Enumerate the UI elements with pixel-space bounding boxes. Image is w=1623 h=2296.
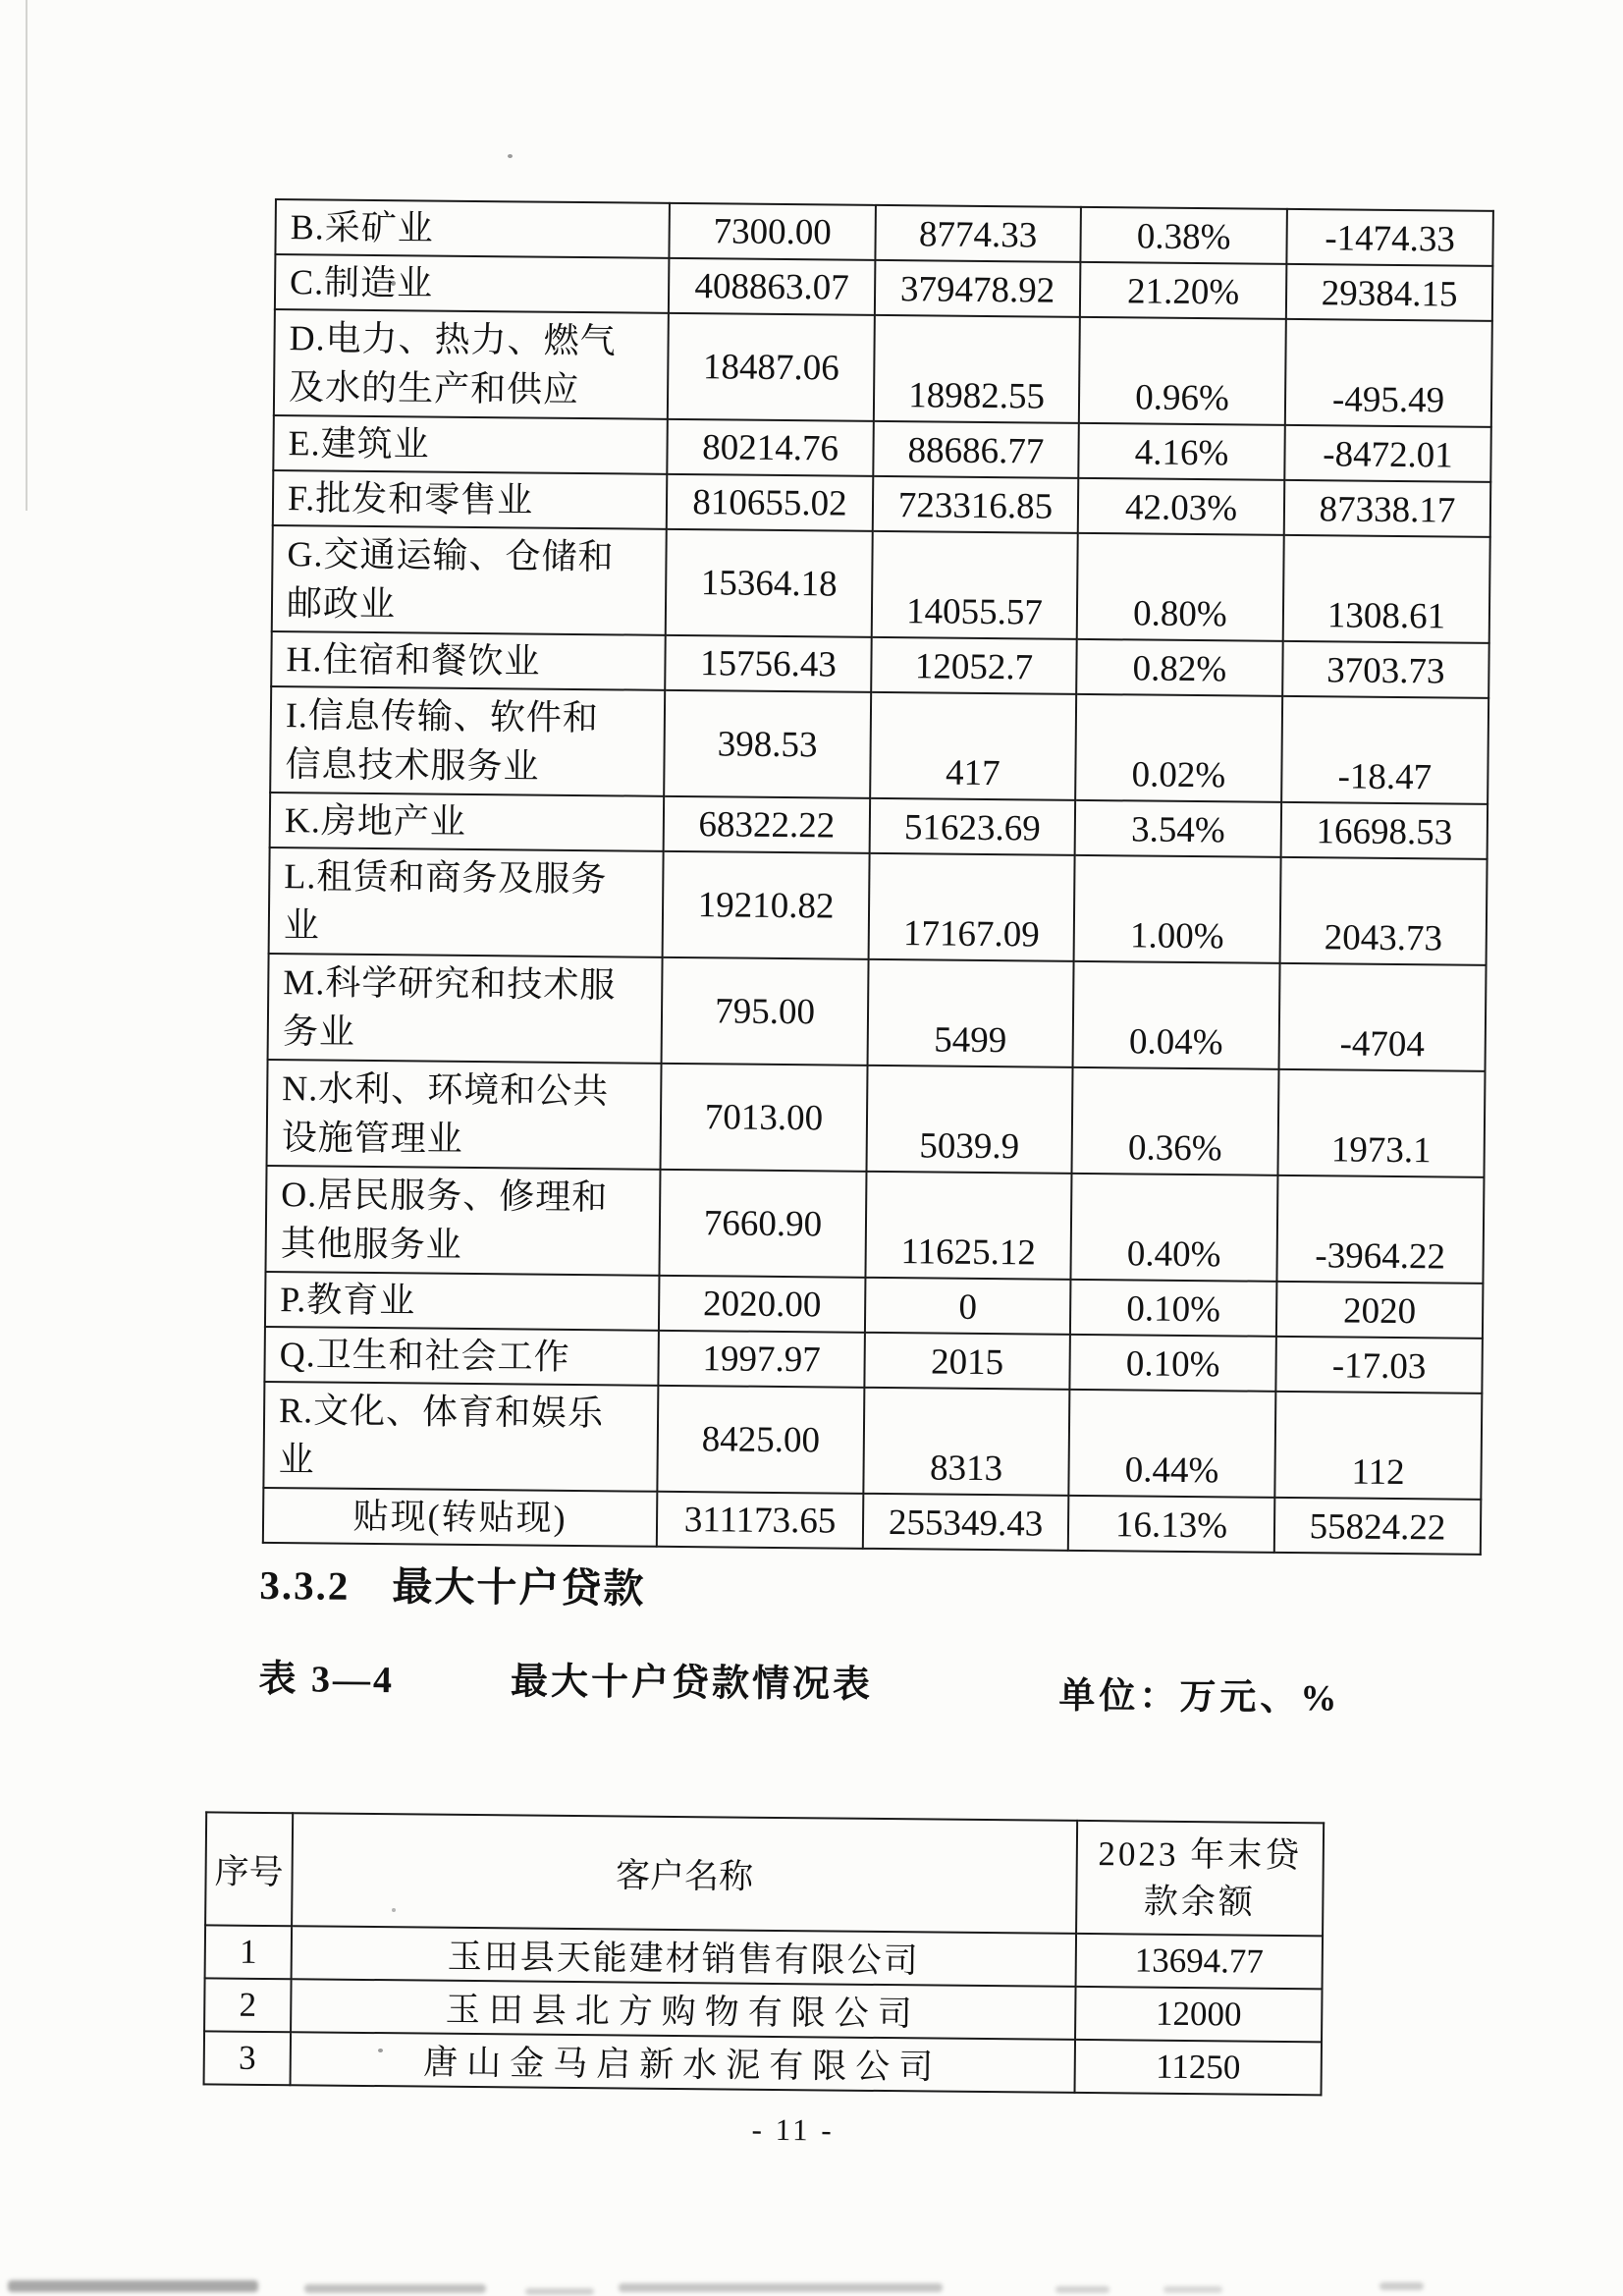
industry-value-cell: 3.54% <box>1075 800 1282 857</box>
industry-value-cell: 112 <box>1274 1392 1482 1500</box>
industry-value-cell: 12052.7 <box>871 637 1077 694</box>
industry-name-cell: Q.卫生和社会工作 <box>264 1327 659 1386</box>
industry-value-cell: 0.40% <box>1070 1174 1277 1282</box>
seq-cell: 1 <box>205 1925 293 1979</box>
table-row <box>263 1488 1481 1555</box>
industry-value-cell: -8472.01 <box>1284 425 1491 482</box>
balance-cell: 11250 <box>1075 2040 1323 2095</box>
industry-name-cell: P.教育业 <box>265 1272 660 1331</box>
table-caption-title: 最大十户贷款情况表 <box>510 1661 874 1706</box>
unit-label: 单位：万元、% <box>1058 1675 1341 1720</box>
industry-name-cell: E.建筑业 <box>273 415 668 474</box>
col-header-seq: 序号 <box>205 1812 293 1926</box>
industry-value-cell: 42.03% <box>1078 478 1285 535</box>
industry-value-cell: -3964.22 <box>1276 1175 1484 1284</box>
industry-value-cell: 88686.77 <box>873 421 1079 478</box>
industry-name-cell: K.房地产业 <box>270 793 665 851</box>
industry-value-cell: 15364.18 <box>666 529 873 637</box>
industry-value-cell: 0.36% <box>1071 1067 1278 1175</box>
industry-value-cell: 2020.00 <box>659 1276 866 1333</box>
industry-value-cell: 0.04% <box>1073 961 1280 1069</box>
industry-value-cell: 8425.00 <box>657 1386 864 1494</box>
table-row <box>269 847 1488 965</box>
industry-value-cell: 0.80% <box>1077 533 1284 641</box>
customer-name-cell: 玉田县北方购物有限公司 <box>291 1979 1075 2040</box>
industry-value-cell: 1997.97 <box>658 1331 865 1388</box>
industry-name-cell: 贴现(转贴现) <box>263 1488 658 1547</box>
industry-value-cell: 19210.82 <box>663 851 870 959</box>
industry-value-cell: 2015 <box>864 1333 1070 1390</box>
industry-value-cell: 810655.02 <box>667 474 874 531</box>
industry-value-cell: 0.44% <box>1068 1390 1275 1498</box>
industry-value-cell: 14055.57 <box>872 531 1078 639</box>
col-header-customer: 客户名称 <box>292 1813 1077 1934</box>
section-heading: 3.3.2 最大十户贷款 <box>259 1561 646 1612</box>
table-row <box>267 1060 1486 1177</box>
industry-value-cell: 21.20% <box>1080 262 1287 319</box>
industry-value-cell: 7013.00 <box>661 1064 868 1172</box>
table-caption-prefix: 表 3—4 <box>258 1658 396 1702</box>
industry-value-cell: 723316.85 <box>873 476 1079 533</box>
industry-name-cell: I.信息传输、软件和 信息技术服务业 <box>270 686 665 796</box>
table-row <box>270 686 1488 804</box>
industry-value-cell: 18982.55 <box>874 315 1080 423</box>
industry-value-cell: 68322.22 <box>664 796 871 853</box>
industry-value-cell: -495.49 <box>1285 319 1492 427</box>
industry-value-cell: 8774.33 <box>875 205 1081 262</box>
table-row <box>274 309 1492 427</box>
industry-value-cell: 0.10% <box>1070 1280 1277 1337</box>
table-row <box>265 1166 1484 1284</box>
industry-value-cell: 2020 <box>1276 1282 1484 1339</box>
industry-name-cell: L.租赁和商务及服务 业 <box>269 847 664 957</box>
seq-cell: 3 <box>204 2031 292 2085</box>
industry-name-cell: R.文化、体育和娱乐 业 <box>263 1382 658 1492</box>
industry-value-cell: 255349.43 <box>863 1494 1069 1551</box>
industry-name-cell: B.采矿业 <box>275 199 670 258</box>
balance-cell: 12000 <box>1075 1987 1323 2042</box>
industry-value-cell: 15756.43 <box>665 635 872 692</box>
industry-value-cell: 51623.69 <box>870 798 1076 855</box>
industry-value-cell: 408863.07 <box>669 258 876 315</box>
table-row <box>263 1382 1482 1500</box>
industry-value-cell: 11625.12 <box>865 1172 1071 1280</box>
industry-name-cell: O.居民服务、修理和 其他服务业 <box>265 1166 660 1276</box>
industry-value-cell: -17.03 <box>1275 1337 1483 1394</box>
industry-value-cell: -1474.33 <box>1286 209 1493 266</box>
industry-value-cell: 1.00% <box>1074 855 1281 963</box>
industry-value-cell: -18.47 <box>1281 696 1488 804</box>
industry-value-cell: 398.53 <box>664 690 871 798</box>
industry-value-cell: 2043.73 <box>1280 857 1488 965</box>
industry-loan-table <box>262 198 1494 1556</box>
industry-name-cell: M.科学研究和技术服 务业 <box>268 954 663 1064</box>
industry-name-cell: H.住宿和餐饮业 <box>271 631 666 690</box>
industry-value-cell: 417 <box>870 692 1076 800</box>
table-row <box>272 525 1490 643</box>
industry-value-cell: 18487.06 <box>668 313 875 421</box>
industry-value-cell: 0.10% <box>1069 1335 1276 1392</box>
industry-name-cell: C.制造业 <box>275 254 670 313</box>
industry-name-cell: N.水利、环境和公共 设施管理业 <box>267 1060 662 1170</box>
customer-name-cell: 唐山金马启新水泥有限公司 <box>291 2032 1075 2093</box>
top10-loans-table <box>203 1811 1325 2096</box>
industry-name-cell: D.电力、热力、燃气 及水的生产和供应 <box>274 309 669 419</box>
industry-value-cell: 0.38% <box>1080 207 1287 264</box>
col-header-balance: 2023 年末贷 款余额 <box>1076 1821 1324 1936</box>
industry-value-cell: 795.00 <box>662 957 869 1066</box>
industry-value-cell: 55824.22 <box>1274 1498 1482 1555</box>
industry-value-cell: 7660.90 <box>659 1170 866 1278</box>
table-caption <box>258 1648 873 1708</box>
industry-value-cell: 0.96% <box>1079 317 1286 425</box>
industry-value-cell: 1308.61 <box>1283 535 1490 643</box>
industry-value-cell: 16.13% <box>1068 1496 1275 1553</box>
table-row <box>268 954 1487 1071</box>
industry-value-cell: 17167.09 <box>869 853 1075 961</box>
industry-value-cell: 29384.15 <box>1286 264 1493 321</box>
industry-value-cell: 1973.1 <box>1277 1069 1485 1177</box>
industry-name-cell: G.交通运输、仓储和 邮政业 <box>272 525 667 635</box>
industry-value-cell: 16698.53 <box>1281 802 1488 859</box>
industry-value-cell: 0.02% <box>1075 694 1282 802</box>
seq-cell: 2 <box>204 1978 292 2032</box>
industry-value-cell: 379478.92 <box>875 260 1081 317</box>
industry-value-cell: 5499 <box>868 959 1074 1067</box>
balance-cell: 13694.77 <box>1076 1934 1324 1989</box>
table-row <box>204 2031 1322 2095</box>
industry-value-cell: 80214.76 <box>667 419 874 476</box>
industry-value-cell: -4704 <box>1279 963 1487 1071</box>
industry-value-cell: 7300.00 <box>669 203 876 260</box>
industry-value-cell: 3703.73 <box>1282 641 1489 698</box>
industry-name-cell: F.批发和零售业 <box>273 470 668 529</box>
page-number: - 11 - <box>751 2111 835 2148</box>
industry-value-cell: 311173.65 <box>657 1492 864 1549</box>
table-header-row <box>205 1812 1324 1936</box>
industry-value-cell: 5039.9 <box>866 1066 1072 1174</box>
industry-value-cell: 4.16% <box>1078 423 1285 480</box>
industry-value-cell: 0 <box>865 1278 1071 1335</box>
industry-value-cell: 8313 <box>863 1388 1069 1496</box>
industry-value-cell: 87338.17 <box>1284 480 1491 537</box>
customer-name-cell: 玉田县天能建材销售有限公司 <box>292 1926 1076 1987</box>
industry-value-cell: 0.82% <box>1076 639 1283 696</box>
